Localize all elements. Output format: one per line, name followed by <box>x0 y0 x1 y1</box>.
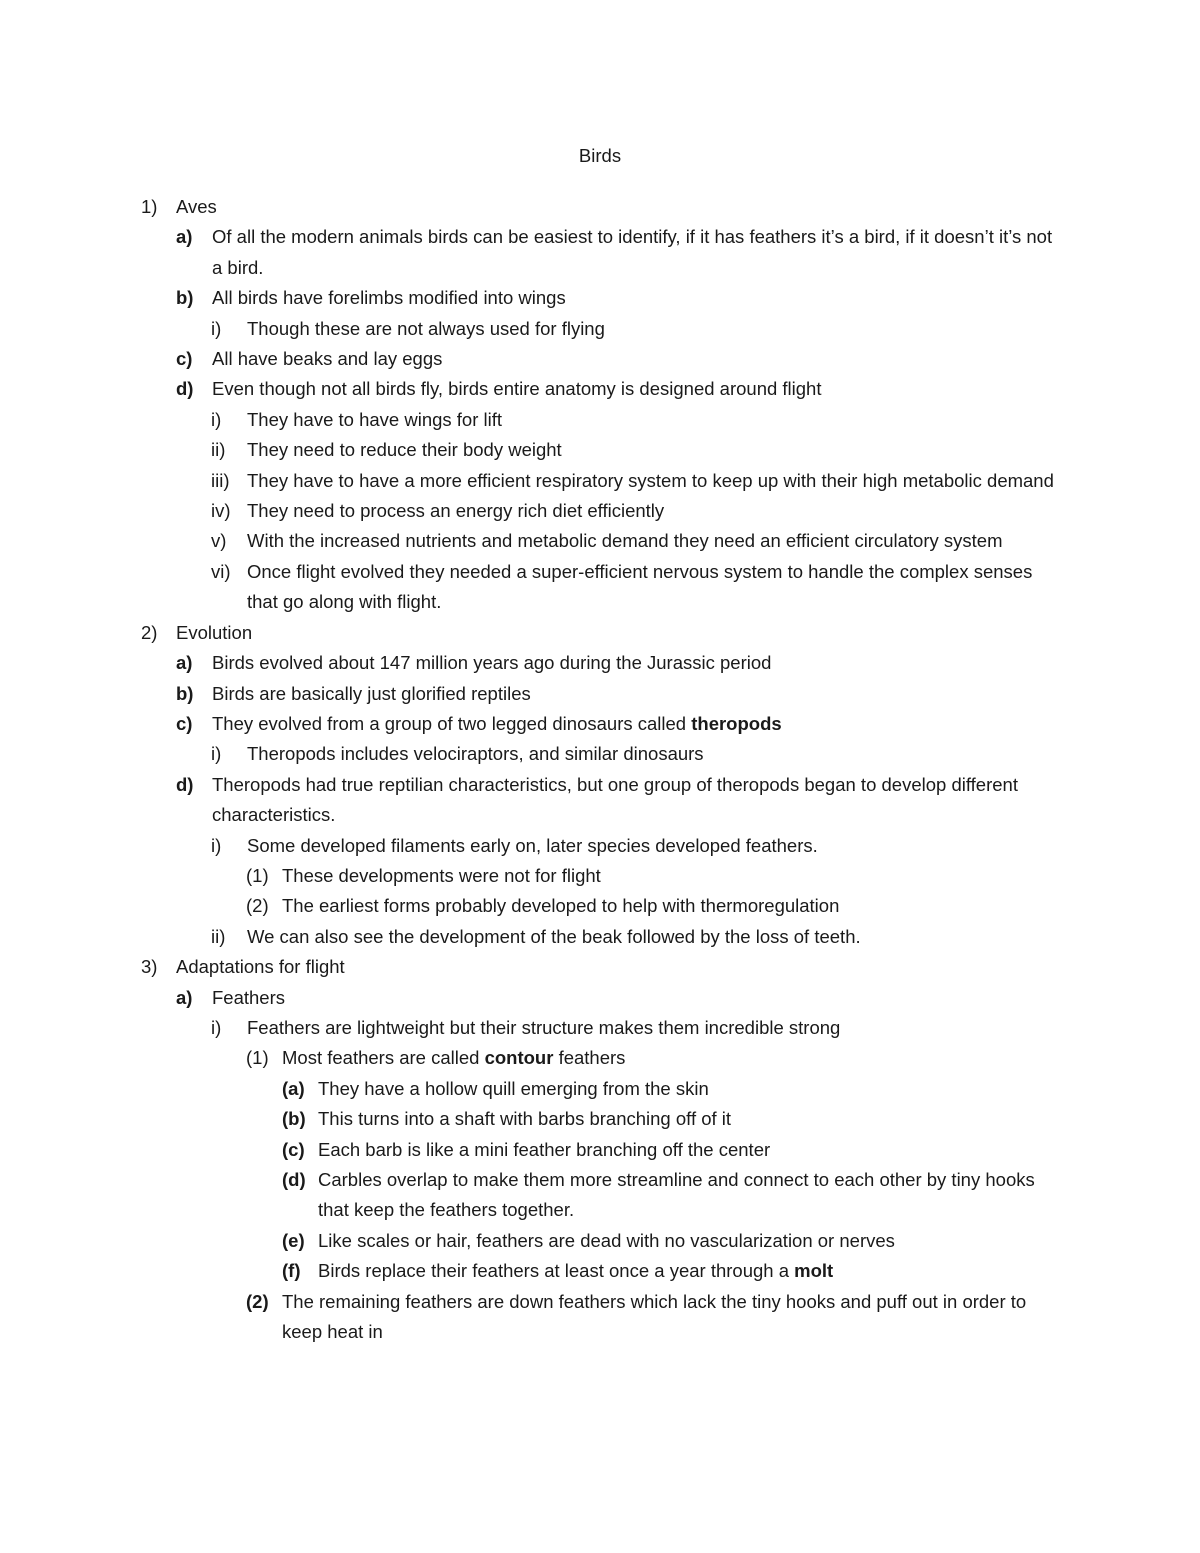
list-item-text <box>247 557 1057 618</box>
list-marker: v) <box>211 530 227 552</box>
list-marker: a) <box>176 652 193 674</box>
list-marker: vi) <box>211 560 231 582</box>
list-marker: ii) <box>211 925 226 947</box>
list-item-text <box>282 891 1057 921</box>
text-run: Each barb is like a mini feather branching off the center <box>318 1138 771 1160</box>
list-item-text <box>247 831 1057 861</box>
outline-item <box>0 344 1200 374</box>
list-item-text <box>212 770 1057 831</box>
list-marker: a) <box>176 986 193 1008</box>
outline-item <box>0 679 1200 709</box>
list-item-text <box>318 1104 1058 1134</box>
text-run: They have a hollow quill emerging from the skin <box>318 1077 709 1099</box>
outline-item <box>0 891 1200 921</box>
list-item-text <box>247 496 1057 526</box>
text-run: With the increased nutrients and metabolic demand they need an efficient circulatory system <box>247 530 1003 552</box>
list-marker: i) <box>211 743 222 765</box>
text-run: Once flight evolved they needed a super-efficient nervous system to handle the complex senses that go along with flight. <box>247 560 1033 613</box>
outline-item <box>0 1165 1200 1226</box>
text-run: Theropods includes velociraptors, and similar dinosaurs <box>247 743 704 765</box>
list-item-text <box>247 405 1057 435</box>
outline-item <box>0 466 1200 496</box>
outline-item <box>0 526 1200 556</box>
outline-item <box>0 314 1200 344</box>
text-run: They need to reduce their body weight <box>247 439 562 461</box>
list-marker: c) <box>176 348 193 370</box>
outline-item <box>0 1226 1200 1256</box>
outline-item <box>0 770 1200 831</box>
outline-item <box>0 618 1200 648</box>
list-item-text <box>282 1043 1057 1073</box>
text-run: Like scales or hair, feathers are dead with no vascularization or nerves <box>318 1229 895 1251</box>
outline-item <box>0 1135 1200 1165</box>
list-item-text <box>282 1287 1057 1348</box>
outline-item <box>0 983 1200 1013</box>
list-marker: (e) <box>282 1229 305 1251</box>
text-run: Even though not all birds fly, birds entire anatomy is designed around flight <box>212 378 822 400</box>
list-marker: (b) <box>282 1108 306 1130</box>
list-item-text <box>247 739 1057 769</box>
outline-item <box>0 496 1200 526</box>
outline-item <box>0 283 1200 313</box>
list-marker: b) <box>176 682 194 704</box>
text-run: All have beaks and lay eggs <box>212 348 443 370</box>
list-item-text <box>176 192 1056 222</box>
text-run: Carbles overlap to make them more streamline and connect to each other by tiny hooks that keep the feathers together. <box>318 1169 1035 1221</box>
list-item-text <box>318 1135 1058 1165</box>
list-item-text <box>212 709 1057 739</box>
list-marker: i) <box>211 834 222 856</box>
bold-term: contour <box>484 1047 554 1069</box>
outline-list <box>0 192 1200 1347</box>
text-run: We can also see the development of the beak followed by the loss of teeth. <box>247 925 861 947</box>
text-run: Birds replace their feathers at least once a year through a <box>318 1260 795 1282</box>
list-marker: i) <box>211 317 222 339</box>
outline-item <box>0 709 1200 739</box>
text-run: All birds have forelimbs modified into wings <box>212 287 566 309</box>
outline-item <box>0 1256 1200 1286</box>
list-item-text <box>212 283 1057 313</box>
list-marker: i) <box>211 1016 222 1038</box>
list-item-text <box>318 1074 1058 1104</box>
text-run: This turns into a shaft with barbs branching off of it <box>318 1108 732 1130</box>
list-marker: (2) <box>246 1290 269 1312</box>
list-marker: iv) <box>211 500 231 522</box>
list-item-text <box>318 1226 1058 1256</box>
text-run: They need to process an energy rich diet efficiently <box>247 500 665 522</box>
text-run: The earliest forms probably developed to help with thermoregulation <box>282 895 840 917</box>
list-item-text <box>247 922 1057 952</box>
page-title: Birds <box>578 145 622 166</box>
list-item-text <box>212 374 1057 404</box>
list-item-text <box>212 648 1057 678</box>
text-run: Theropods had true reptilian characteristics, but one group of theropods began to develop different characteristics. <box>212 773 1018 826</box>
list-marker: (1) <box>246 1047 269 1069</box>
list-item-text <box>318 1165 1058 1226</box>
outline-item <box>0 831 1200 861</box>
outline-item <box>0 405 1200 435</box>
outline-item <box>0 435 1200 465</box>
outline-item <box>0 922 1200 952</box>
list-marker: (d) <box>282 1169 306 1190</box>
outline-item <box>0 192 1200 222</box>
outline-item <box>0 1104 1200 1134</box>
text-run: Birds evolved about 147 million years ago during the Jurassic period <box>212 652 772 674</box>
outline-item <box>0 861 1200 891</box>
list-item-text <box>212 222 1057 283</box>
outline-item <box>0 1013 1200 1043</box>
outline-item <box>0 1287 1200 1348</box>
text-run: Adaptations for flight <box>176 956 345 978</box>
list-marker: a) <box>176 226 193 248</box>
outline-item <box>0 374 1200 404</box>
list-marker: (2) <box>246 895 269 917</box>
outline-item <box>0 1043 1200 1073</box>
outline-item <box>0 1074 1200 1104</box>
list-marker: d) <box>176 773 194 795</box>
text-run: Feathers <box>212 986 286 1008</box>
outline-item <box>0 648 1200 678</box>
outline-item <box>0 222 1200 283</box>
outline-item <box>0 557 1200 618</box>
text-run: The remaining feathers are down feathers which lack the tiny hooks and puff out in order to keep heat in <box>282 1290 1027 1343</box>
text-run: Most feathers are called <box>282 1047 485 1069</box>
list-item-text <box>212 983 1057 1013</box>
list-marker: i) <box>211 408 222 430</box>
list-marker: (a) <box>282 1077 305 1099</box>
list-marker: ii) <box>211 439 226 461</box>
list-item-text <box>212 679 1057 709</box>
text-run: These developments were not for flight <box>282 864 601 886</box>
list-item-text <box>282 861 1057 891</box>
list-item-text <box>247 314 1057 344</box>
outline-item <box>0 739 1200 769</box>
list-item-text <box>247 1013 1057 1043</box>
text-run: Aves <box>176 196 217 217</box>
list-marker: (1) <box>246 864 269 886</box>
list-marker: iii) <box>211 469 230 491</box>
text-run: Though these are not always used for flying <box>247 317 605 339</box>
bold-term: theropods <box>691 712 782 734</box>
text-run: They have to have a more efficient respiratory system to keep up with their high metabolic demand <box>247 469 1054 491</box>
text-run: They evolved from a group of two legged dinosaurs called <box>212 712 692 734</box>
list-item-text <box>176 952 1056 982</box>
list-marker: 1) <box>141 196 158 217</box>
text-run: They have to have wings for lift <box>247 408 503 430</box>
text-run: feathers <box>553 1047 626 1069</box>
text-run: Of all the modern animals birds can be easiest to identify, if it has feathers it’s a bird, if it doesn’t it’s not a bird. <box>212 226 1053 278</box>
text-run: Evolution <box>176 621 253 643</box>
bold-term: molt <box>794 1260 834 1282</box>
list-item-text <box>176 618 1056 648</box>
text-run: Some developed filaments early on, later species developed feathers. <box>247 834 818 856</box>
list-item-text <box>247 435 1057 465</box>
list-marker: c) <box>176 712 193 734</box>
list-item-text <box>247 466 1057 496</box>
list-marker: b) <box>176 287 194 309</box>
list-marker: (c) <box>282 1138 305 1160</box>
list-marker: 3) <box>141 956 158 978</box>
text-run: Birds are basically just glorified reptiles <box>212 682 531 704</box>
list-marker: d) <box>176 378 194 400</box>
list-item-text <box>318 1256 1058 1286</box>
text-run: Feathers are lightweight but their structure makes them incredible strong <box>247 1016 841 1038</box>
outline-item <box>0 952 1200 982</box>
list-item-text <box>212 344 1057 374</box>
list-item-text <box>247 526 1057 556</box>
list-marker: (f) <box>282 1260 301 1282</box>
list-marker: 2) <box>141 621 158 643</box>
